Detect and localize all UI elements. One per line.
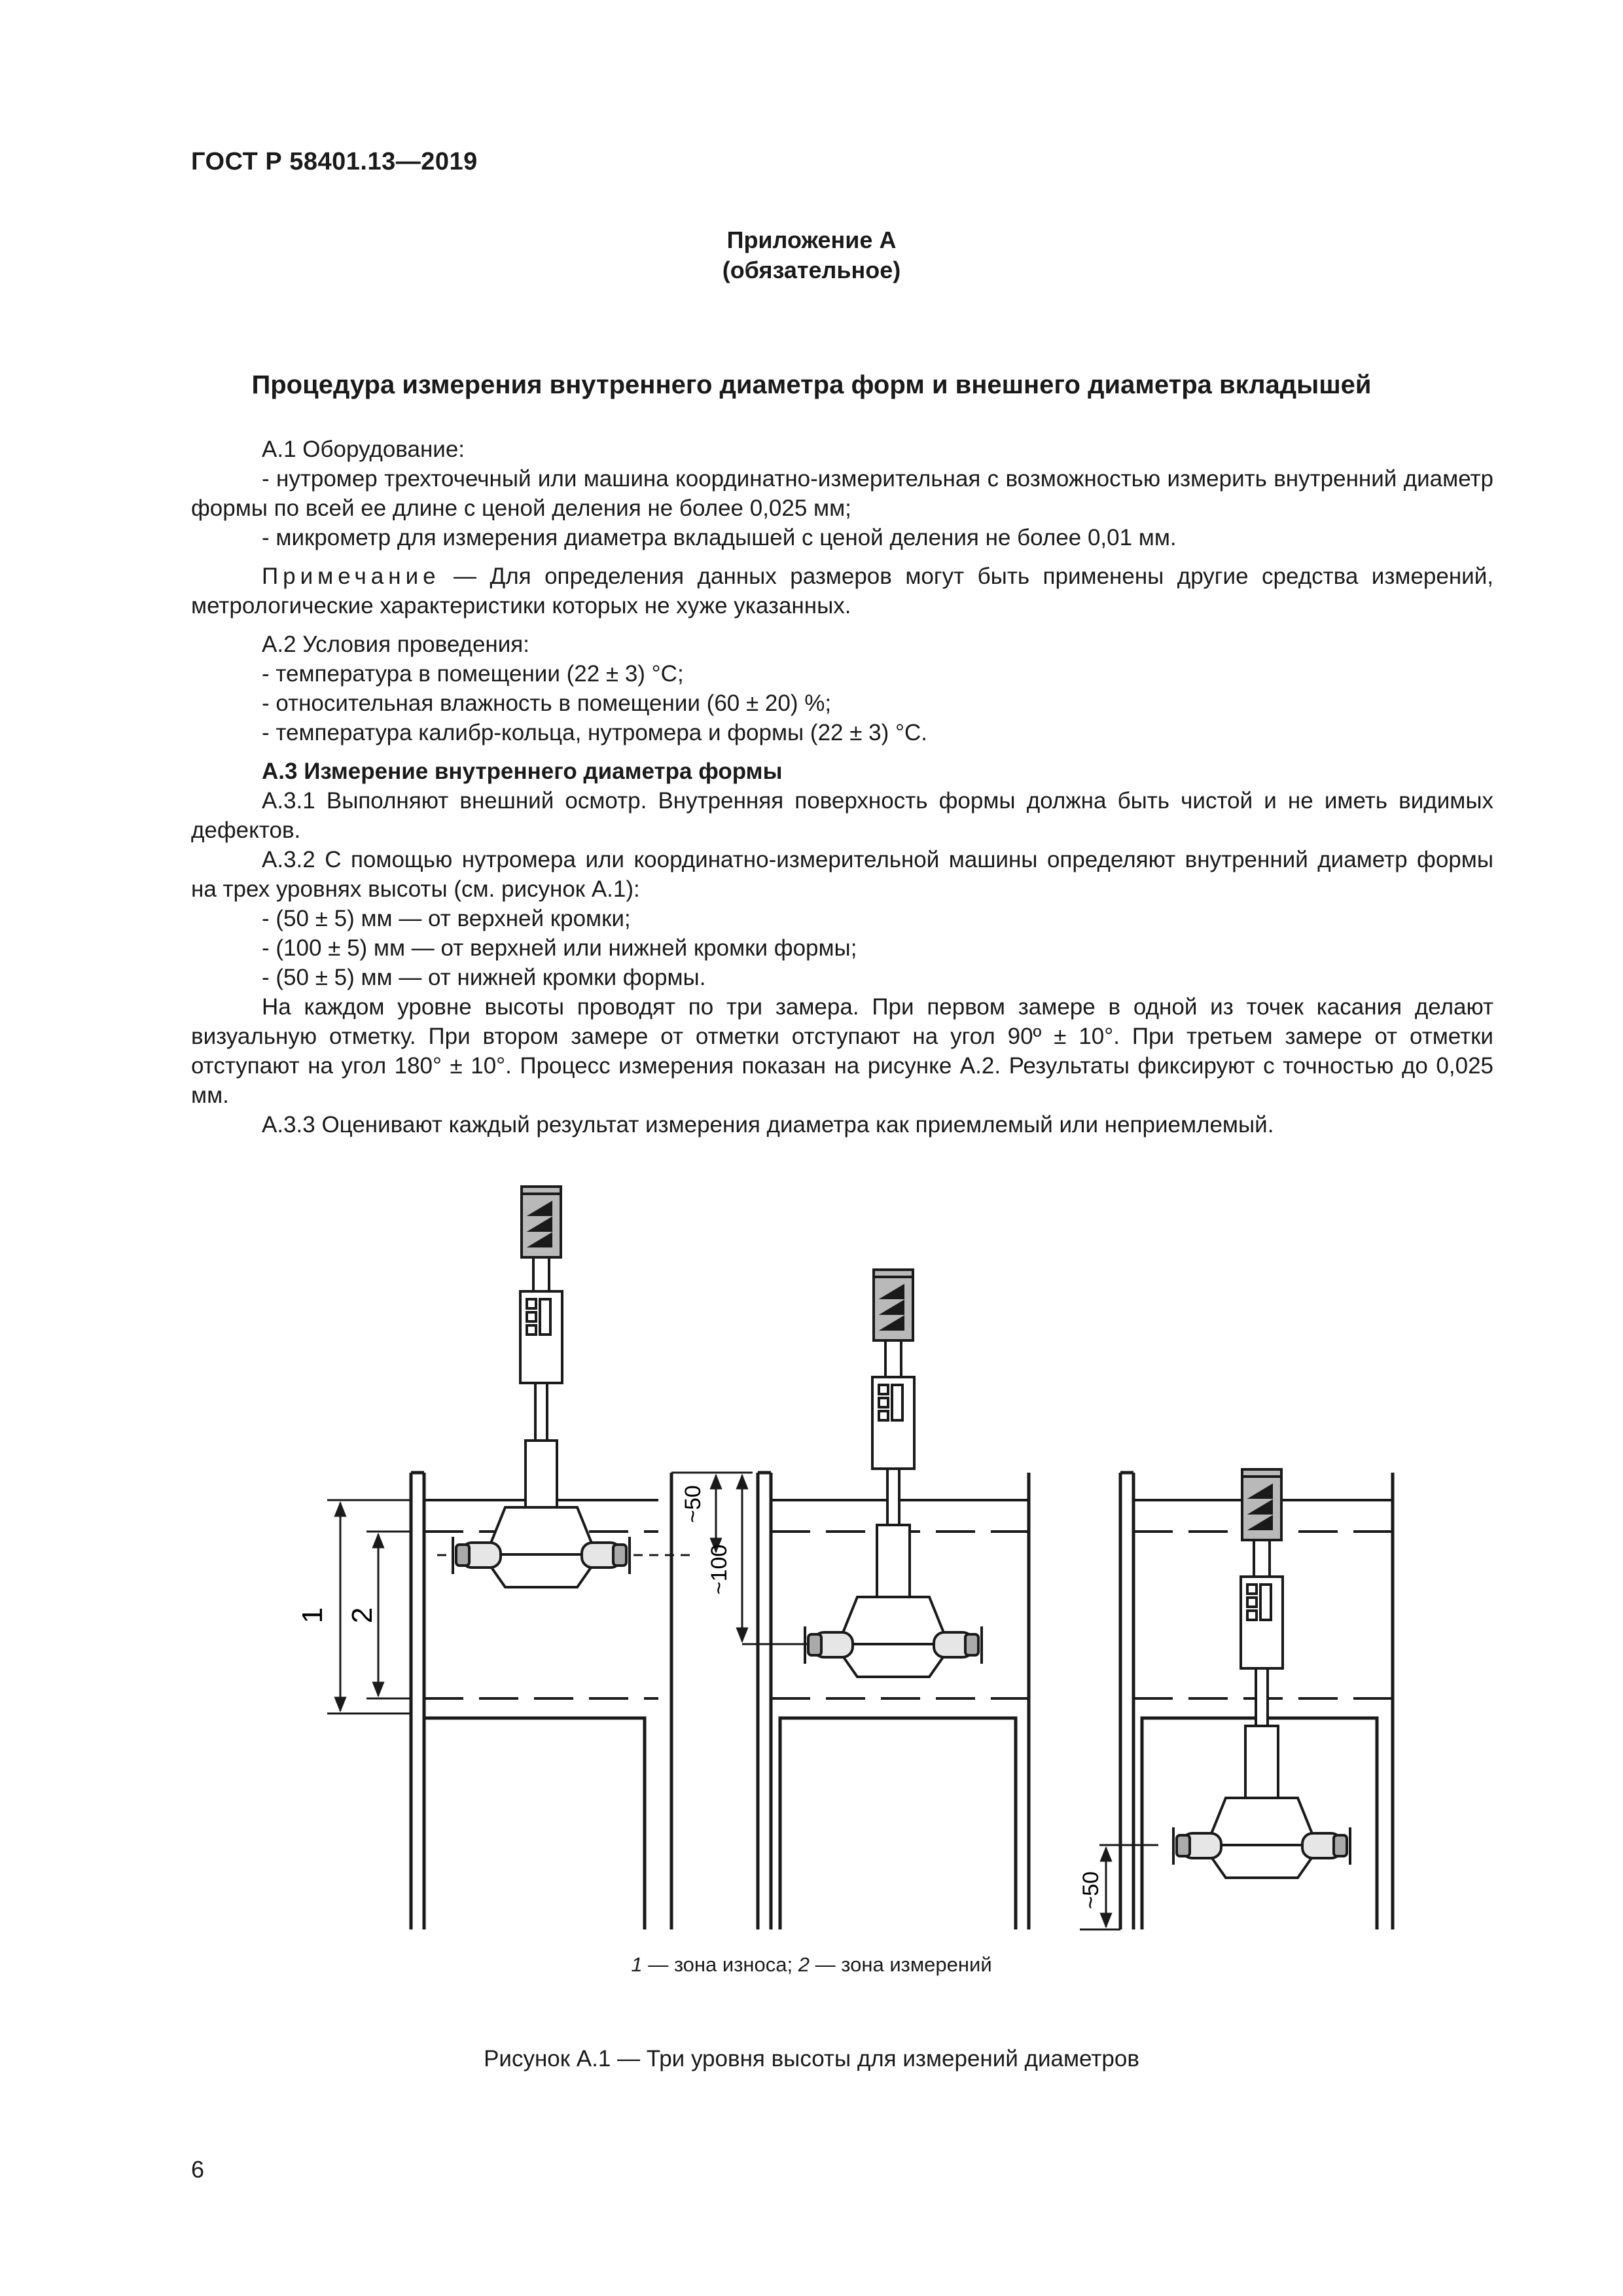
bore-gauge-left: [437, 1187, 694, 1587]
paragraph-a2-item3: - температура калибр-кольца, нутромера и формы (22 ± 3) °С.: [262, 720, 928, 745]
paragraph-a32-item1: - (50 ± 5) мм — от верхней кромки;: [262, 906, 631, 931]
paragraph-a2-head: А.2 Условия проведения:: [262, 632, 529, 657]
figure-legend: [0, 1953, 1623, 1977]
appendix-heading: [0, 225, 1623, 285]
dimension-50-top: ~50: [681, 1485, 705, 1523]
paragraph-a3-head: А.3 Измерение внутреннего диаметра формы: [262, 759, 783, 784]
figure-a1-diagram: [0, 1165, 1623, 1970]
paragraph-a32-item3: - (50 ± 5) мм — от нижней кромки формы.: [262, 965, 706, 990]
bore-gauge-middle: [805, 1270, 982, 1677]
paragraph-a1-item2: - микрометр для измерения диаметра вкладышей с ценой деления не более 0,01 мм.: [262, 525, 1177, 550]
note-text: — Для определения данных размеров могут быть применены другие средства измерений, метрологические характеристики которых не хуже указанных.: [191, 564, 1493, 619]
paragraph-a1-item1: - нутромер трехточечный или машина координатно-измерительная с возможностью измерить внутренний диаметр формы по всей ее длине с ценой деления не более 0,025 мм;: [191, 466, 1493, 521]
paragraph-a2-item1: - температура в помещении (22 ± 3) °С;: [262, 661, 684, 687]
body-text: [191, 435, 1493, 1139]
note-label: Примечание: [262, 564, 440, 589]
paragraph-a32-cont: На каждом уровне высоты проводят по три замера. При первом замере в одной из точек касания делают визуальную отметку. При втором замере от отметки отступают на угол 90º ± 10°. При третьем замере от отметки отступают на угол 180° ± 10°. Процесс измерения показан на рисунке А.2. Результаты фиксируют с точностью до 0,025 мм.: [191, 994, 1493, 1108]
legend-2-number: 2: [798, 1953, 810, 1976]
dimension-lines-left: [327, 1500, 411, 1713]
paragraph-a1-head: А.1 Оборудование:: [262, 437, 465, 462]
note-paragraph: [191, 562, 1493, 620]
paragraph-a32: А.3.2 С помощью нутромера или координатно-измерительной машины определяют внутренний диаметр формы на трех уровнях высоты (см. рисунок А.1):: [191, 847, 1493, 902]
label-measurement-zone: 2: [346, 1607, 378, 1624]
legend-1-number: 1: [631, 1953, 643, 1976]
paragraph-a33: А.3.3 Оценивают каждый результат измерения диаметра как приемлемый или неприемлемый.: [262, 1112, 1274, 1138]
paragraph-a32-item2: - (100 ± 5) мм — от верхней или нижней кромки формы;: [262, 935, 857, 961]
section-title: Процедура измерения внутреннего диаметра форм и внешнего диаметра вкладышей: [251, 370, 1372, 399]
legend-1-text: — зона износа;: [642, 1953, 798, 1976]
figure-title: Рисунок А.1 — Три уровня высоты для измерений диаметров: [484, 2046, 1139, 2072]
label-wear-zone: 1: [296, 1607, 329, 1624]
page-number: 6: [191, 2156, 205, 2183]
paragraph-a2-item2: - относительная влажность в помещении (60 ± 20) %;: [262, 691, 832, 716]
appendix-title: Приложение А: [726, 226, 897, 253]
appendix-status: (обязательное): [722, 257, 901, 283]
dimension-50-bottom: ~50: [1079, 1871, 1103, 1909]
legend-2-text: — зона измерений: [810, 1953, 992, 1976]
dimension-100: ~100: [707, 1544, 732, 1595]
document-header-id: ГОСТ Р 58401.13—2019: [191, 148, 478, 175]
paragraph-a31: А.3.1 Выполняют внешний осмотр. Внутренняя поверхность формы должна быть чистой и не иметь видимых дефектов.: [191, 788, 1493, 843]
